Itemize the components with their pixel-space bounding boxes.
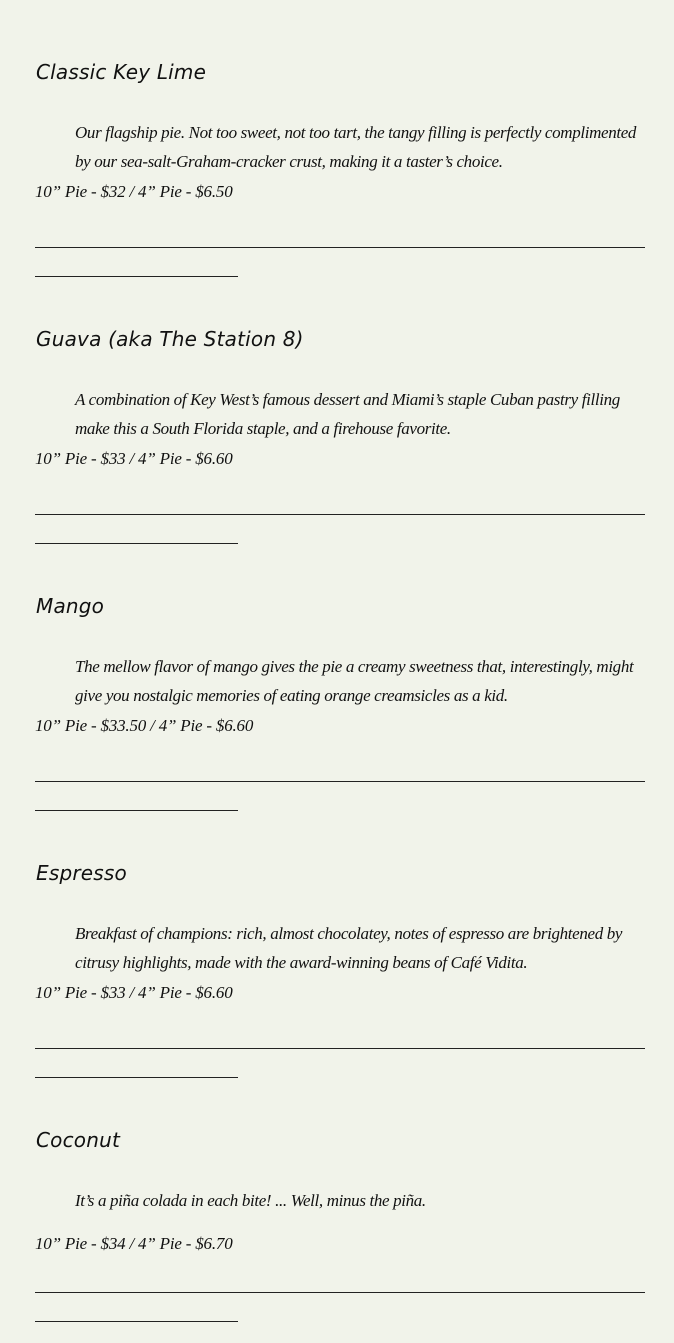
menu-item-price: 10” Pie - $33 / 4” Pie - $6.60 — [35, 983, 233, 1002]
menu-item-price: 10” Pie - $33 / 4” Pie - $6.60 — [35, 449, 233, 468]
menu-item-description: The mellow flavor of mango gives the pie a creamy sweetness that, interestingly, might give you nostalgic memories of eating orange creamsicles as a kid. — [75, 657, 634, 705]
section-divider-continuation — [35, 1321, 238, 1322]
menu-item-title: Mango — [36, 594, 105, 618]
menu-item-price: 10” Pie - $34 / 4” Pie - $6.70 — [35, 1234, 233, 1253]
menu-item-description: A combination of Key West’s famous dessert and Miami’s staple Cuban pastry filling make this a South Florida staple, and a firehouse favorite. — [75, 390, 620, 438]
section-divider — [35, 781, 645, 782]
menu-item-coconut — [35, 1128, 645, 1343]
section-divider — [35, 1048, 645, 1049]
menu-item-espresso — [35, 861, 645, 1128]
menu-item-classic-key-lime — [35, 60, 645, 327]
section-divider — [35, 1292, 645, 1293]
section-divider — [35, 247, 645, 248]
menu-item-description: It’s a piña colada in each bite! ... Well, minus the piña. — [75, 1191, 426, 1210]
menu-item-title: Coconut — [36, 1128, 121, 1152]
menu-item-guava — [35, 327, 645, 594]
menu-item-price: 10” Pie - $32 / 4” Pie - $6.50 — [35, 182, 233, 201]
section-divider-continuation — [35, 276, 238, 277]
menu-item-title: Espresso — [36, 861, 127, 885]
menu-item-title: Guava (aka The Station 8) — [36, 327, 304, 351]
menu-item-description: Our flagship pie. Not too sweet, not too tart, the tangy filling is perfectly complimented by our sea-salt-Graham-cracker crust, making it a taster’s choice. — [75, 123, 637, 171]
menu-item-title: Classic Key Lime — [36, 60, 207, 84]
section-divider-continuation — [35, 1077, 238, 1078]
section-divider — [35, 514, 645, 515]
menu-item-mango — [35, 594, 645, 861]
section-divider-continuation — [35, 543, 238, 544]
section-divider-continuation — [35, 810, 238, 811]
menu-item-price: 10” Pie - $33.50 / 4” Pie - $6.60 — [35, 716, 254, 735]
menu-item-description: Breakfast of champions: rich, almost chocolatey, notes of espresso are brightened by citrusy highlights, made with the award-winning beans of Café Vidita. — [75, 924, 623, 972]
